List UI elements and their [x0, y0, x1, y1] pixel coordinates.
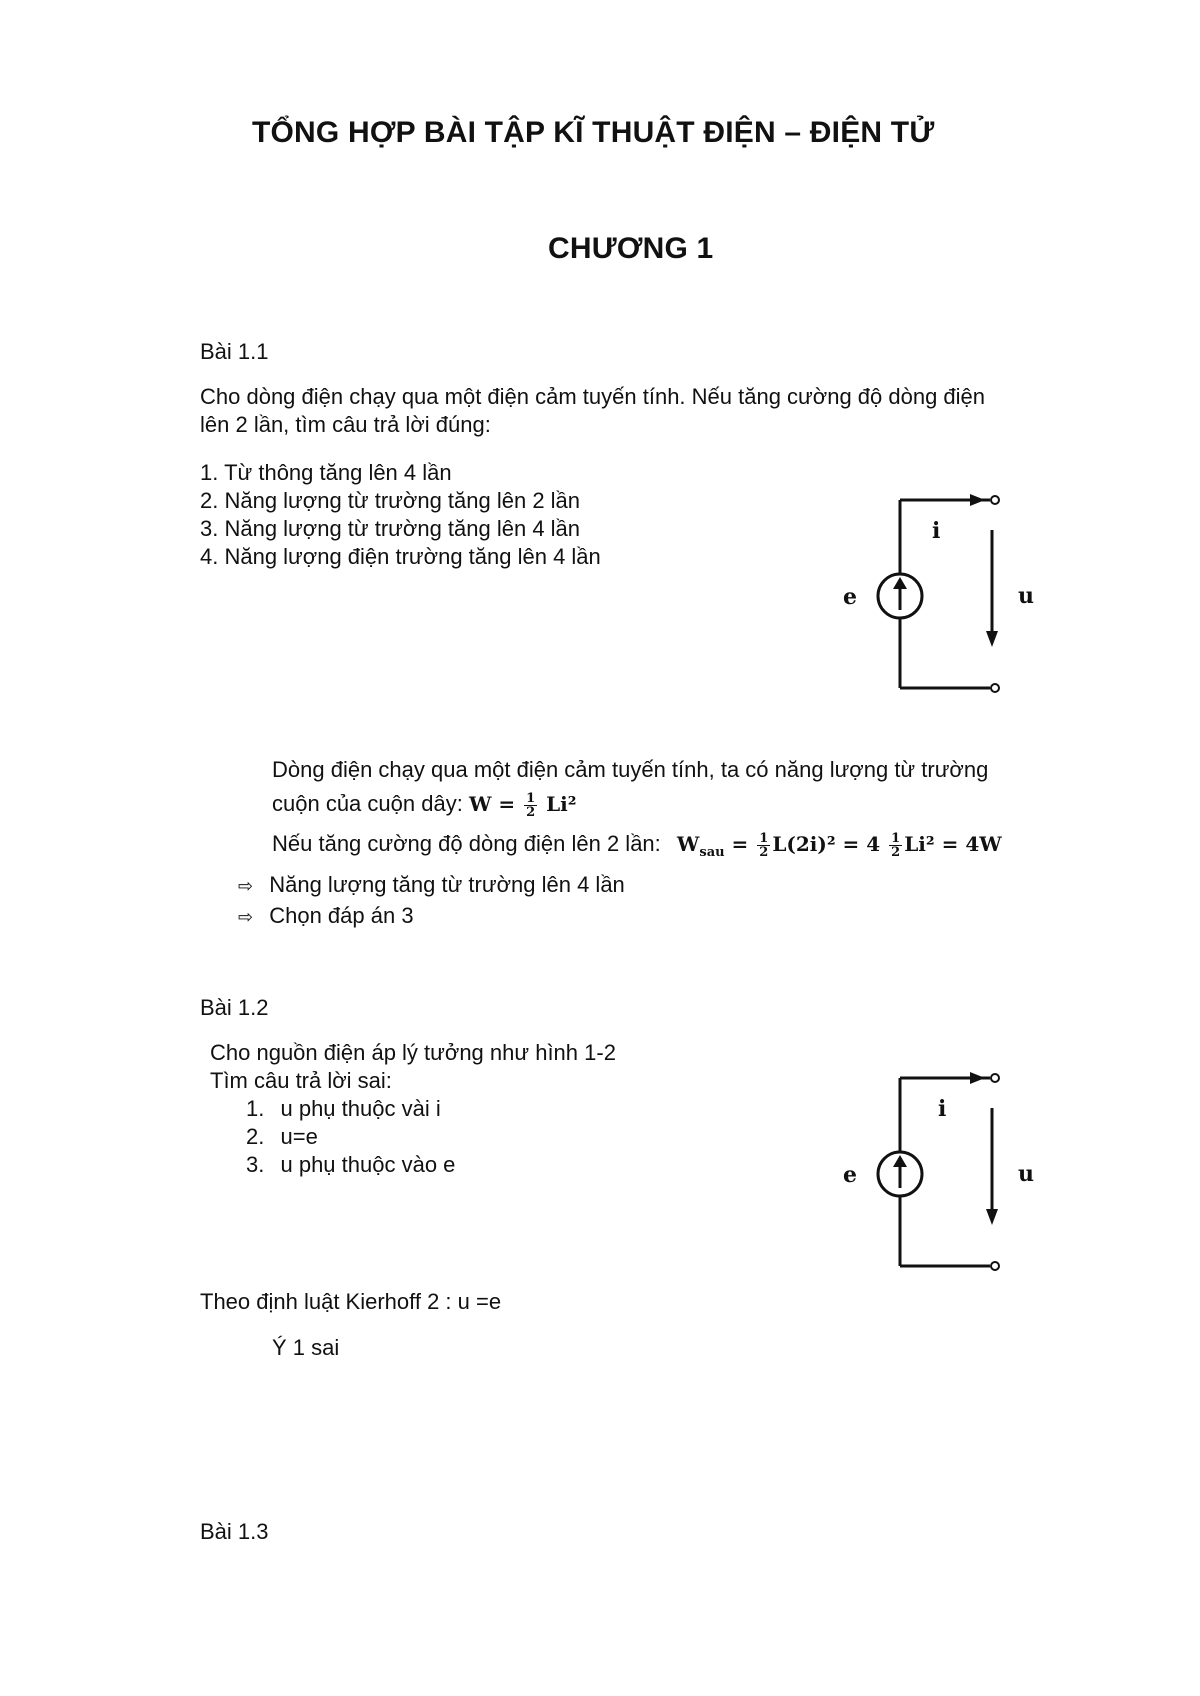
- voltage-label: u: [1018, 583, 1034, 609]
- formula-part: Li² = 4W: [904, 832, 1002, 856]
- conclusion-item: [238, 871, 625, 901]
- formula-part: L(2i)² = 4: [772, 832, 881, 856]
- formula-eq: =: [724, 832, 749, 856]
- option-item: [246, 1123, 455, 1151]
- conclusion-item: [238, 902, 414, 932]
- fraction-denominator: 2: [759, 845, 769, 860]
- question-line: Cho nguồn điện áp lý tưởng như hình 1-2: [210, 1040, 616, 1065]
- voltage-label: u: [1018, 1161, 1034, 1187]
- circuit-diagram-2: [820, 1063, 1050, 1278]
- fraction-numerator: 1: [759, 831, 769, 846]
- conclusion-text: Chọn đáp án 3: [269, 903, 414, 928]
- formula-subscript: sau: [699, 845, 725, 860]
- formula-lhs: W: [676, 832, 700, 856]
- exercise-1-2-answer: Theo định luật Kierhoff 2 : u =e: [200, 1289, 502, 1314]
- question-line: lên 2 lần, tìm câu trả lời đúng:: [200, 412, 491, 437]
- chapter-heading: CHƯƠNG 1: [548, 232, 714, 265]
- option-number: 3.: [246, 1152, 265, 1177]
- solution-text: Nếu tăng cường độ dòng điện lên 2 lần:: [272, 831, 661, 856]
- exercise-1-1-options: [200, 459, 601, 571]
- exercise-1-2-options: [246, 1095, 455, 1179]
- option-number: 2.: [246, 1124, 265, 1149]
- solution-text: cuộn của cuộn dây:: [272, 791, 463, 816]
- exercise-1-2-question: [210, 1039, 616, 1095]
- formula-lhs: W =: [468, 792, 516, 816]
- option-item: 2. Năng lượng từ trường tăng lên 2 lần: [200, 488, 581, 513]
- current-label: i: [932, 518, 941, 544]
- fraction-numerator: 1: [526, 791, 536, 806]
- formula-rhs: Li²: [546, 792, 577, 816]
- fraction-numerator: 1: [891, 831, 901, 846]
- option-number: 1.: [246, 1096, 265, 1121]
- fraction: [524, 792, 537, 819]
- current-arrow: [970, 494, 985, 506]
- source-label: e: [843, 1162, 857, 1188]
- fraction-denominator: 2: [526, 805, 536, 820]
- solution-line: [272, 830, 1002, 867]
- question-line: Cho dòng điện chạy qua một điện cảm tuyến tính. Nếu tăng cường độ dòng điện: [200, 384, 986, 409]
- page-title: TỔNG HỢP BÀI TẬP KĨ THUẬT ĐIỆN – ĐIỆN TỬ: [252, 116, 935, 149]
- exercise-1-1-heading: Bài 1.1: [200, 339, 269, 364]
- output-terminal-bottom: [991, 1262, 999, 1270]
- current-label: i: [938, 1096, 947, 1122]
- exercise-1-2-conclusion: Ý 1 sai: [272, 1335, 340, 1360]
- energy-ratio-formula: [676, 831, 1002, 860]
- fraction-denominator: 2: [891, 845, 901, 860]
- fraction: [889, 832, 902, 859]
- right-arrow-icon: ⇨: [238, 907, 254, 928]
- right-arrow-icon: ⇨: [238, 876, 254, 897]
- exercise-1-3-heading: Bài 1.3: [200, 1519, 269, 1544]
- source-label: e: [843, 584, 857, 610]
- output-terminal-top: [991, 1074, 999, 1082]
- option-text: u phụ thuộc vài i: [280, 1096, 441, 1121]
- solution-line: Dòng điện chạy qua một điện cảm tuyến tính, ta có năng lượng từ trường: [272, 757, 989, 782]
- option-item: 3. Năng lượng từ trường tăng lên 4 lần: [200, 516, 581, 541]
- question-line: Tìm câu trả lời sai:: [210, 1068, 392, 1093]
- solution-line: [272, 790, 577, 819]
- fraction: [757, 832, 770, 859]
- option-item: 1. Từ thông tăng lên 4 lần: [200, 460, 452, 485]
- output-terminal-top: [991, 496, 999, 504]
- option-item: [246, 1095, 455, 1123]
- conclusion-text: Năng lượng tăng từ trường lên 4 lần: [269, 872, 625, 897]
- exercise-1-1-question: [200, 383, 985, 439]
- option-text: u phụ thuộc vào e: [280, 1152, 456, 1177]
- option-item: [246, 1151, 455, 1179]
- exercise-1-2-heading: Bài 1.2: [200, 995, 269, 1020]
- current-arrow: [970, 1072, 985, 1084]
- option-item: 4. Năng lượng điện trường tăng lên 4 lần: [200, 544, 601, 569]
- energy-formula: [468, 791, 577, 820]
- option-text: u=e: [280, 1124, 318, 1149]
- output-terminal-bottom: [991, 684, 999, 692]
- circuit-diagram-1: [820, 485, 1050, 700]
